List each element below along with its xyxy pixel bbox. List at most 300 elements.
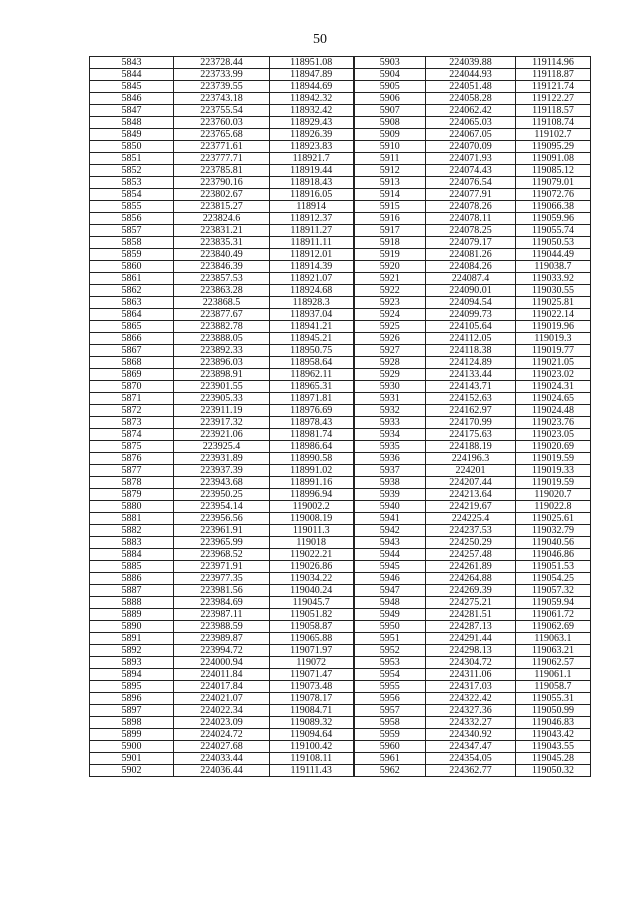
y-coordinate: 118951.08 [270,57,354,69]
x-coordinate: 224269.39 [426,585,516,597]
y-coordinate: 118932.42 [270,105,354,117]
point-number: 5854 [90,189,174,201]
x-coordinate: 223802.67 [174,189,270,201]
y-coordinate: 118924.68 [270,285,354,297]
y-coordinate: 118991.02 [270,465,354,477]
point-number: 5899 [90,729,174,741]
x-coordinate: 223882.78 [174,321,270,333]
y-coordinate: 119108.74 [516,117,591,129]
x-coordinate: 224081.26 [426,249,516,261]
x-coordinate: 224340.92 [426,729,516,741]
point-number: 5906 [354,93,426,105]
x-coordinate: 224201 [426,465,516,477]
y-coordinate: 118914 [270,201,354,213]
y-coordinate: 119019.3 [516,333,591,345]
point-number: 5957 [354,705,426,717]
point-number: 5941 [354,513,426,525]
table-row [90,657,591,669]
table-row [90,453,591,465]
point-number: 5924 [354,309,426,321]
point-number: 5927 [354,345,426,357]
y-coordinate: 119078.17 [270,693,354,705]
table-row [90,117,591,129]
point-number: 5891 [90,633,174,645]
y-coordinate: 119034.22 [270,573,354,585]
x-coordinate: 224170.99 [426,417,516,429]
x-coordinate: 223892.33 [174,345,270,357]
y-coordinate: 119094.64 [270,729,354,741]
point-number: 5933 [354,417,426,429]
point-number: 5937 [354,465,426,477]
x-coordinate: 224347.47 [426,741,516,753]
point-number: 5929 [354,369,426,381]
table-row [90,429,591,441]
x-coordinate: 224219.67 [426,501,516,513]
x-coordinate: 224000.94 [174,657,270,669]
point-number: 5930 [354,381,426,393]
point-number: 5939 [354,489,426,501]
x-coordinate: 224124.89 [426,357,516,369]
point-number: 5868 [90,357,174,369]
table-row [90,465,591,477]
y-coordinate: 119063.21 [516,645,591,657]
point-number: 5958 [354,717,426,729]
point-number: 5922 [354,285,426,297]
y-coordinate: 119023.05 [516,429,591,441]
y-coordinate: 118911.27 [270,225,354,237]
x-coordinate: 223965.99 [174,537,270,549]
x-coordinate: 224079.17 [426,237,516,249]
x-coordinate: 224188.19 [426,441,516,453]
table-row [90,705,591,717]
x-coordinate: 224196.3 [426,453,516,465]
y-coordinate: 119030.55 [516,285,591,297]
point-number: 5881 [90,513,174,525]
x-coordinate: 224071.93 [426,153,516,165]
point-number: 5896 [90,693,174,705]
table-row [90,189,591,201]
x-coordinate: 223981.56 [174,585,270,597]
y-coordinate: 119121.74 [516,81,591,93]
y-coordinate: 119022.14 [516,309,591,321]
y-coordinate: 119043.55 [516,741,591,753]
x-coordinate: 223877.67 [174,309,270,321]
point-number: 5882 [90,525,174,537]
y-coordinate: 119019.96 [516,321,591,333]
x-coordinate: 224152.63 [426,393,516,405]
point-number: 5913 [354,177,426,189]
x-coordinate: 223968.52 [174,549,270,561]
point-number: 5855 [90,201,174,213]
table-row [90,609,591,621]
table-row [90,81,591,93]
x-coordinate: 223771.61 [174,141,270,153]
y-coordinate: 118962.11 [270,369,354,381]
x-coordinate: 223743.18 [174,93,270,105]
x-coordinate: 224090.01 [426,285,516,297]
y-coordinate: 119066.38 [516,201,591,213]
y-coordinate: 119011.3 [270,525,354,537]
x-coordinate: 224143.71 [426,381,516,393]
point-number: 5951 [354,633,426,645]
x-coordinate: 224291.44 [426,633,516,645]
table-row [90,765,591,777]
point-number: 5897 [90,705,174,717]
y-coordinate: 118914.39 [270,261,354,273]
point-number: 5898 [90,717,174,729]
x-coordinate: 223950.25 [174,489,270,501]
point-number: 5867 [90,345,174,357]
table-row [90,501,591,513]
point-number: 5873 [90,417,174,429]
x-coordinate: 224281.51 [426,609,516,621]
point-number: 5853 [90,177,174,189]
x-coordinate: 224362.77 [426,765,516,777]
y-coordinate: 119055.31 [516,693,591,705]
point-number: 5909 [354,129,426,141]
y-coordinate: 119071.97 [270,645,354,657]
point-number: 5921 [354,273,426,285]
x-coordinate: 224250.29 [426,537,516,549]
table-row [90,537,591,549]
x-coordinate: 223943.68 [174,477,270,489]
x-coordinate: 224162.97 [426,405,516,417]
table-row [90,393,591,405]
y-coordinate: 119058.7 [516,681,591,693]
y-coordinate: 119051.53 [516,561,591,573]
x-coordinate: 223956.56 [174,513,270,525]
point-number: 5938 [354,477,426,489]
x-coordinate: 223901.55 [174,381,270,393]
point-number: 5947 [354,585,426,597]
point-number: 5945 [354,561,426,573]
x-coordinate: 223888.05 [174,333,270,345]
table-row [90,525,591,537]
point-number: 5912 [354,165,426,177]
x-coordinate: 223790.16 [174,177,270,189]
x-coordinate: 223994.72 [174,645,270,657]
x-coordinate: 224317.03 [426,681,516,693]
x-coordinate: 224074.43 [426,165,516,177]
y-coordinate: 118941.21 [270,321,354,333]
y-coordinate: 119044.49 [516,249,591,261]
x-coordinate: 224024.72 [174,729,270,741]
y-coordinate: 118971.81 [270,393,354,405]
point-number: 5955 [354,681,426,693]
point-number: 5866 [90,333,174,345]
table-row [90,693,591,705]
table-row [90,321,591,333]
y-coordinate: 118918.43 [270,177,354,189]
x-coordinate: 224213.64 [426,489,516,501]
point-number: 5843 [90,57,174,69]
x-coordinate: 224094.54 [426,297,516,309]
x-coordinate: 223733.99 [174,69,270,81]
x-coordinate: 224261.89 [426,561,516,573]
x-coordinate: 223831.21 [174,225,270,237]
point-number: 5910 [354,141,426,153]
table-row [90,201,591,213]
y-coordinate: 119091.08 [516,153,591,165]
table-row [90,633,591,645]
point-number: 5890 [90,621,174,633]
y-coordinate: 118945.21 [270,333,354,345]
y-coordinate: 118911.11 [270,237,354,249]
x-coordinate: 223840.49 [174,249,270,261]
x-coordinate: 223815.27 [174,201,270,213]
table-row [90,333,591,345]
y-coordinate: 119062.57 [516,657,591,669]
table-row [90,417,591,429]
y-coordinate: 119065.88 [270,633,354,645]
y-coordinate: 118912.01 [270,249,354,261]
point-number: 5901 [90,753,174,765]
y-coordinate: 118937.04 [270,309,354,321]
x-coordinate: 224304.72 [426,657,516,669]
point-number: 5860 [90,261,174,273]
point-number: 5875 [90,441,174,453]
y-coordinate: 119054.25 [516,573,591,585]
y-coordinate: 119061.1 [516,669,591,681]
x-coordinate: 224065.03 [426,117,516,129]
point-number: 5864 [90,309,174,321]
point-number: 5895 [90,681,174,693]
x-coordinate: 224112.05 [426,333,516,345]
x-coordinate: 224332.27 [426,717,516,729]
table-row [90,57,591,69]
y-coordinate: 119050.99 [516,705,591,717]
x-coordinate: 224070.09 [426,141,516,153]
point-number: 5956 [354,693,426,705]
y-coordinate: 119024.65 [516,393,591,405]
x-coordinate: 223835.31 [174,237,270,249]
y-coordinate: 118916.05 [270,189,354,201]
table-row [90,249,591,261]
table-row [90,489,591,501]
table-row [90,681,591,693]
y-coordinate: 119023.76 [516,417,591,429]
y-coordinate: 118921.07 [270,273,354,285]
y-coordinate: 119046.83 [516,717,591,729]
x-coordinate: 224257.48 [426,549,516,561]
point-number: 5950 [354,621,426,633]
table-row [90,141,591,153]
y-coordinate: 119059.96 [516,213,591,225]
point-number: 5863 [90,297,174,309]
y-coordinate: 118923.83 [270,141,354,153]
x-coordinate: 223896.03 [174,357,270,369]
point-number: 5918 [354,237,426,249]
point-number: 5877 [90,465,174,477]
x-coordinate: 223728.44 [174,57,270,69]
x-coordinate: 223777.71 [174,153,270,165]
y-coordinate: 119102.7 [516,129,591,141]
table-row [90,585,591,597]
point-number: 5880 [90,501,174,513]
point-number: 5876 [90,453,174,465]
point-number: 5861 [90,273,174,285]
x-coordinate: 224118.38 [426,345,516,357]
page-number: 50 [313,32,327,47]
table-row [90,153,591,165]
table-row [90,405,591,417]
x-coordinate: 223911.19 [174,405,270,417]
point-number: 5888 [90,597,174,609]
x-coordinate: 224207.44 [426,477,516,489]
x-coordinate: 224354.05 [426,753,516,765]
point-number: 5900 [90,741,174,753]
table-row [90,93,591,105]
y-coordinate: 118965.31 [270,381,354,393]
point-number: 5952 [354,645,426,657]
point-number: 5846 [90,93,174,105]
x-coordinate: 223863.28 [174,285,270,297]
y-coordinate: 118921.7 [270,153,354,165]
table-row [90,717,591,729]
x-coordinate: 224298.13 [426,645,516,657]
point-number: 5920 [354,261,426,273]
point-number: 5844 [90,69,174,81]
x-coordinate: 224039.88 [426,57,516,69]
x-coordinate: 223917.32 [174,417,270,429]
point-number: 5885 [90,561,174,573]
y-coordinate: 118928.3 [270,297,354,309]
point-number: 5883 [90,537,174,549]
table-row [90,669,591,681]
x-coordinate: 223984.69 [174,597,270,609]
y-coordinate: 119023.02 [516,369,591,381]
coordinates-table-body [90,57,591,777]
table-row [90,729,591,741]
table-row [90,741,591,753]
x-coordinate: 223989.87 [174,633,270,645]
y-coordinate: 119040.56 [516,537,591,549]
point-number: 5886 [90,573,174,585]
table-row [90,297,591,309]
y-coordinate: 119022.8 [516,501,591,513]
table-row [90,381,591,393]
table-row [90,621,591,633]
x-coordinate: 223905.33 [174,393,270,405]
y-coordinate: 119122.27 [516,93,591,105]
point-number: 5892 [90,645,174,657]
point-number: 5887 [90,585,174,597]
y-coordinate: 119118.57 [516,105,591,117]
y-coordinate: 119073.48 [270,681,354,693]
point-number: 5926 [354,333,426,345]
x-coordinate: 224078.26 [426,201,516,213]
table-row [90,753,591,765]
coordinates-table [89,56,591,777]
y-coordinate: 118976.69 [270,405,354,417]
point-number: 5859 [90,249,174,261]
y-coordinate: 119020.7 [516,489,591,501]
point-number: 5857 [90,225,174,237]
x-coordinate: 224087.4 [426,273,516,285]
x-coordinate: 223857.53 [174,273,270,285]
y-coordinate: 119020.69 [516,441,591,453]
point-number: 5852 [90,165,174,177]
point-number: 5928 [354,357,426,369]
y-coordinate: 119038.7 [516,261,591,273]
table-row [90,549,591,561]
point-number: 5872 [90,405,174,417]
y-coordinate: 119008.19 [270,513,354,525]
point-number: 5904 [354,69,426,81]
table-row [90,369,591,381]
y-coordinate: 119062.69 [516,621,591,633]
point-number: 5908 [354,117,426,129]
table-row [90,645,591,657]
x-coordinate: 224011.84 [174,669,270,681]
point-number: 5870 [90,381,174,393]
point-number: 5940 [354,501,426,513]
table-row [90,285,591,297]
y-coordinate: 119045.28 [516,753,591,765]
y-coordinate: 119055.74 [516,225,591,237]
y-coordinate: 119118.87 [516,69,591,81]
y-coordinate: 119019.59 [516,453,591,465]
x-coordinate: 224033.44 [174,753,270,765]
x-coordinate: 223971.91 [174,561,270,573]
point-number: 5911 [354,153,426,165]
x-coordinate: 224175.63 [426,429,516,441]
y-coordinate: 118947.89 [270,69,354,81]
point-number: 5858 [90,237,174,249]
x-coordinate: 223961.91 [174,525,270,537]
x-coordinate: 223824.6 [174,213,270,225]
point-number: 5903 [354,57,426,69]
point-number: 5946 [354,573,426,585]
point-number: 5851 [90,153,174,165]
point-number: 5936 [354,453,426,465]
y-coordinate: 119019.33 [516,465,591,477]
y-coordinate: 119024.48 [516,405,591,417]
x-coordinate: 224275.21 [426,597,516,609]
point-number: 5907 [354,105,426,117]
point-number: 5915 [354,201,426,213]
y-coordinate: 119108.11 [270,753,354,765]
x-coordinate: 223898.91 [174,369,270,381]
table-row [90,225,591,237]
x-coordinate: 224084.26 [426,261,516,273]
y-coordinate: 119025.61 [516,513,591,525]
y-coordinate: 119050.32 [516,765,591,777]
y-coordinate: 118986.64 [270,441,354,453]
table-row [90,213,591,225]
y-coordinate: 119111.43 [270,765,354,777]
x-coordinate: 224027.68 [174,741,270,753]
table-row [90,273,591,285]
x-coordinate: 223931.89 [174,453,270,465]
point-number: 5879 [90,489,174,501]
y-coordinate: 119026.86 [270,561,354,573]
point-number: 5865 [90,321,174,333]
table-row [90,561,591,573]
table-row [90,261,591,273]
table-row [90,513,591,525]
y-coordinate: 119057.32 [516,585,591,597]
x-coordinate: 224051.48 [426,81,516,93]
point-number: 5953 [354,657,426,669]
x-coordinate: 223977.35 [174,573,270,585]
y-coordinate: 119002.2 [270,501,354,513]
point-number: 5962 [354,765,426,777]
point-number: 5869 [90,369,174,381]
point-number: 5878 [90,477,174,489]
point-number: 5948 [354,597,426,609]
y-coordinate: 118942.32 [270,93,354,105]
